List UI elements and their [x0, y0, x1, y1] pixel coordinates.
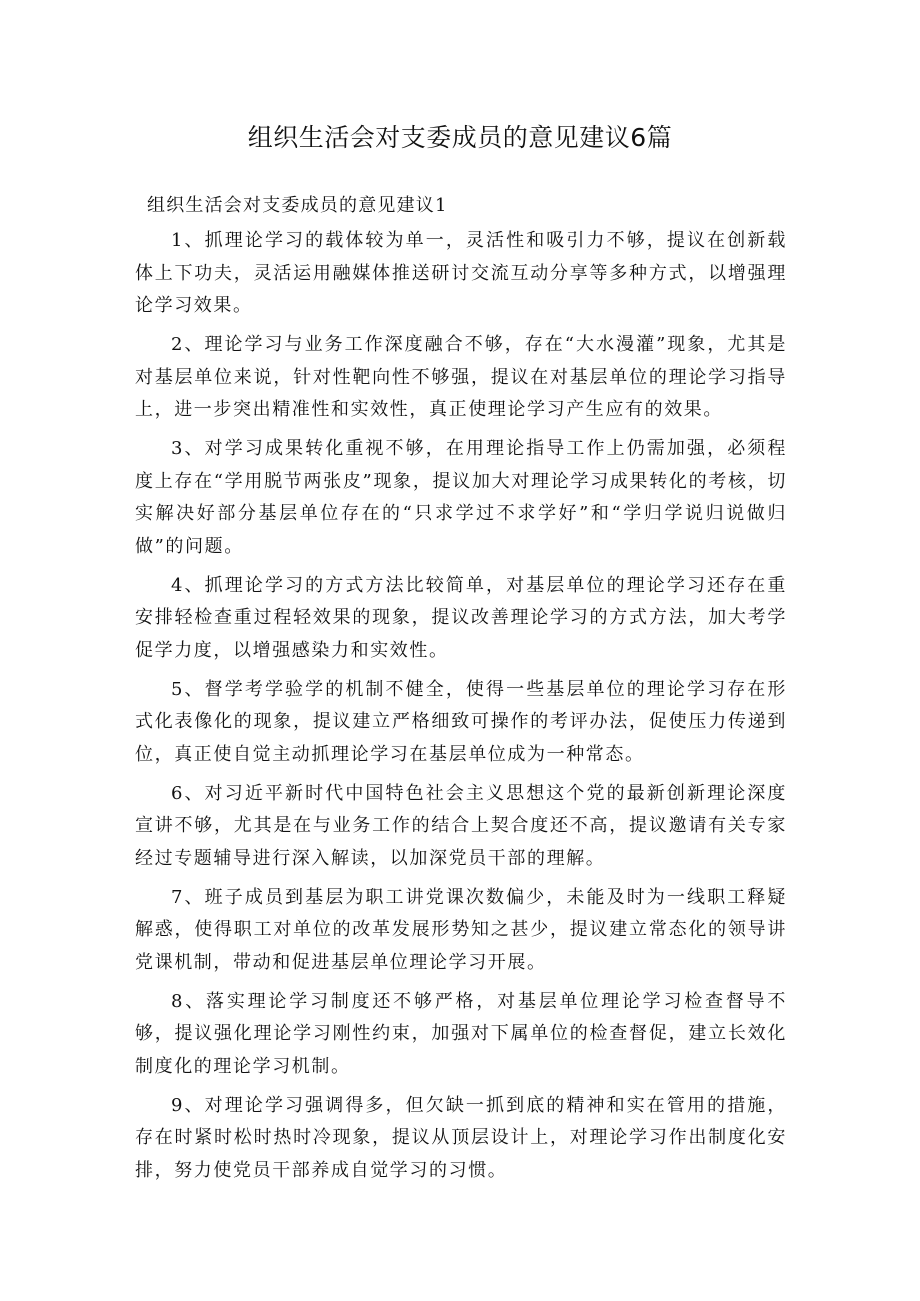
- paragraph-6: 6、对习近平新时代中国特色社会主义思想这个党的最新创新理论深度宣讲不够，尤其是在与业务工作的结合上契合度还不高，提议邀请有关专家经过专题辅导进行深入解读，以加深党员干部的理解。: [135, 782, 787, 869]
- paragraph-8: 8、落实理论学习制度还不够严格，对基层单位理论学习检查督导不够，提议强化理论学习刚性约束，加强对下属单位的检查督促，建立长效化制度化的理论学习机制。: [135, 990, 787, 1077]
- paragraph-5: 5、督学考学验学的机制不健全，使得一些基层单位的理论学习存在形式化表像化的现象，提议建立严格细致可操作的考评办法，促使压力传递到位，真正使自觉主动抓理论学习在基层单位成为一种常态。: [135, 678, 787, 765]
- paragraph-2: 2、理论学习与业务工作深度融合不够，存在“大水漫灌”现象，尤其是对基层单位来说，针对性靶向性不够强，提议在对基层单位的理论学习指导上，进一步突出精准性和实效性，真正使理论学习产生应有的效果。: [135, 334, 787, 420]
- section-heading: 组织生活会对支委成员的意见建议1: [147, 195, 448, 216]
- paragraph-1: 1、抓理论学习的载体较为单一，灵活性和吸引力不够，提议在创新载体上下功夫，灵活运用融媒体推送研讨交流互动分享等多种方式，以增强理论学习效果。: [135, 230, 787, 316]
- paragraph-4: 4、抓理论学习的方式方法比较简单，对基层单位的理论学习还存在重安排轻检查重过程轻效果的现象，提议改善理论学习的方式方法，加大考学促学力度，以增强感染力和实效性。: [135, 574, 787, 661]
- paragraph-3: 3、对学习成果转化重视不够，在用理论指导工作上仍需加强，必须程度上存在“学用脱节两张皮”现象，提议加大对理论学习成果转化的考核，切实解决好部分基层单位存在的“只求学过不求学好”和“学归学说归说做归做”的问题。: [135, 438, 787, 557]
- paragraph-7: 7、班子成员到基层为职工讲党课次数偏少，未能及时为一线职工释疑解惑，使得职工对单位的改革发展形势知之甚少，提议建立常态化的领导讲党课机制，带动和促进基层单位理论学习开展。: [135, 886, 787, 973]
- document-body: [135, 225, 787, 1194]
- document-title: 组织生活会对支委成员的意见建议6篇: [247, 123, 673, 152]
- paragraph-9: 9、对理论学习强调得多，但欠缺一抓到底的精神和实在管用的措施，存在时紧时松时热时冷现象，提议从顶层设计上，对理论学习作出制度化安排，努力使党员干部养成自觉学习的习惯。: [135, 1094, 787, 1181]
